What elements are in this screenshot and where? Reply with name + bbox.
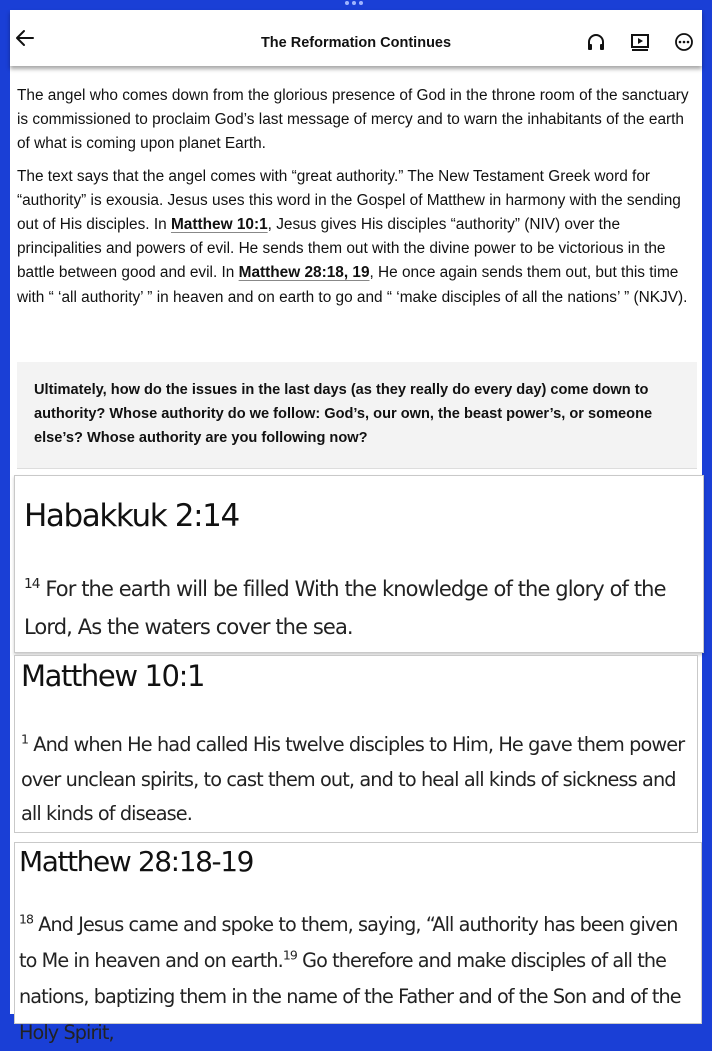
link-matthew-10-1[interactable]: Matthew 10:1	[170, 216, 268, 234]
verse-card-matthew-28	[14, 842, 702, 1044]
more-options-icon[interactable]	[674, 32, 694, 52]
paragraph-2-text-a: The text says that the angel comes with “great authority.” The New Testament Greek word for “authority” is exousia. Jesus uses this word in the Gospel of Matthew in harmony with the sending out of His disciples. In	[17, 167, 681, 234]
verse-card-matthew-10	[14, 655, 698, 833]
verse-body: For the earth will be filled With the knowledge of the glory of the Lord, As the waters cover the sea.	[24, 577, 666, 639]
verse-number: 1	[21, 731, 29, 747]
discussion-question: Ultimately, how do the issues in the last days (as they really do every day) come down to authority? Whose authority do we follow: God’s, our own, the beast power’s, or someone else’s? Whose authority are you following now?	[34, 382, 653, 447]
paragraph-2	[17, 165, 689, 310]
verse-card-title: Matthew 28:18-19	[19, 845, 254, 878]
window-handle	[345, 1, 367, 7]
verse-card-title: Habakkuk 2:14	[24, 498, 239, 534]
paragraph-1: The angel who comes down from the glorious presence of God in the throne room of the sanctuary is commissioned to proclaim God’s last message of mercy and to warn the inhabitants of the earth of what is coming upon planet Earth.	[17, 87, 689, 153]
screen	[10, 10, 702, 1044]
verse-card-title: Matthew 10:1	[21, 659, 205, 693]
verse-text	[21, 728, 691, 832]
app-header	[10, 10, 702, 66]
verse-body: And Jesus came and spoke to them, saying, “All authority has been given to Me in heaven and on earth.	[19, 913, 678, 972]
paragraph-2-text-c: , He once again sends them out, but this time with “ ‘all authority’ ” in heaven and on earth to go and “ ‘make disciples of all the nations’ ” (NKJV).	[17, 264, 688, 306]
verse-number: 18	[19, 911, 34, 927]
verse-number: 14	[24, 576, 40, 592]
verse-body: Go therefore and make disciples of all the nations, baptizing them in the name of the Father and of the Son and of the Holy Spirit,	[19, 949, 681, 1044]
verse-text	[19, 907, 695, 1051]
play-video-icon[interactable]	[630, 32, 650, 52]
discussion-question-box	[17, 362, 697, 469]
link-matthew-28-18-19[interactable]: Matthew 28:18, 19	[238, 264, 370, 282]
verse-text	[24, 570, 697, 646]
verse-number: 19	[282, 947, 297, 963]
article-body	[17, 84, 689, 318]
verse-body: And when He had called His twelve disciples to Him, He gave them power over unclean spirits, to cast them out, and to heal all kinds of sickness and all kinds of disease.	[21, 733, 685, 825]
page-title: The Reformation Continues	[260, 35, 452, 51]
headphones-icon[interactable]	[586, 32, 606, 52]
verse-card-habakkuk	[14, 475, 704, 653]
paragraph-2-text-b: , Jesus gives His disciples “authority” (NIV) over the principalities and powers of evil. He sends them out with the divine power to be victorious in the battle between good and evil. In	[17, 216, 666, 282]
